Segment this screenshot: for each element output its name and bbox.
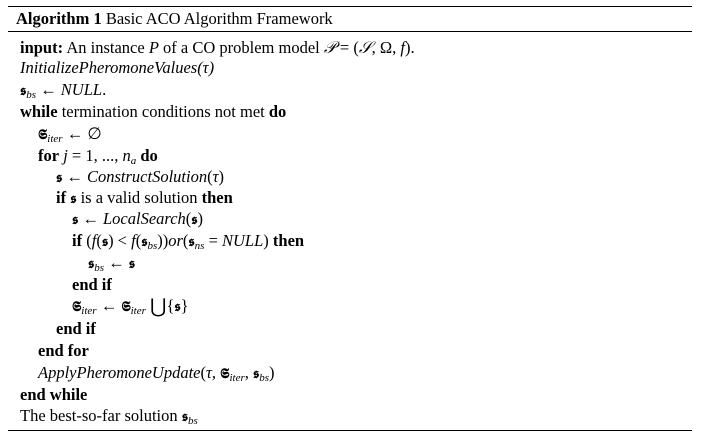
algorithm-line-end-if-inner: end if	[72, 275, 112, 294]
keyword: if	[72, 231, 83, 250]
algorithm-line-input: input: An instance P of a CO problem model 𝒫 = (𝒮, Ω, f).	[20, 38, 415, 57]
algorithm-number: Algorithm 1	[16, 9, 102, 28]
algorithm-title: Basic ACO Algorithm Framework	[105, 9, 333, 28]
algorithm-line-end-while: end while	[20, 385, 88, 404]
bottom-rule	[8, 430, 692, 431]
keyword: then	[201, 188, 233, 207]
keyword: input:	[20, 38, 64, 57]
algorithm-line-if-valid: if 𝖘 is a valid solution then	[56, 188, 233, 207]
keyword: then	[272, 231, 305, 250]
algorithm-line-construct: 𝖘 ← ConstructSolution(τ)	[56, 167, 224, 186]
algorithm-line-add-to-iter: 𝕾$_{iter}$ ← 𝕾$_{iter}$ ⋃{𝖘}	[72, 296, 189, 318]
algorithm-line-local-search: 𝖘 ← LocalSearch(𝖘)	[72, 209, 204, 228]
keyword: for	[38, 146, 60, 165]
algorithm-header	[16, 9, 333, 29]
keyword: while	[20, 102, 58, 121]
algorithm-line-for: for j = 1, ..., $n_a$ do	[38, 146, 158, 167]
algorithm-line-end-if-outer: end if	[56, 319, 96, 338]
algorithm-line-if-better: if (f(𝖘) < f(𝖘$_{bs}$))or(𝖘$_{ns}$ = NULL) then	[72, 231, 305, 252]
algorithm-line-update-best: 𝖘$_{bs}$ ← 𝖘	[88, 253, 136, 274]
algorithm-line-output: The best-so-far solution 𝖘$_{bs}$	[20, 406, 198, 427]
algorithm-line-init-iter: 𝕾$_{iter}$ ← ∅	[38, 124, 102, 145]
header-rule	[8, 31, 692, 32]
top-rule	[8, 6, 692, 7]
algorithm-line-initialize: InitializePheromoneValues(τ)	[20, 58, 215, 77]
algorithm-line-while: while termination conditions not met do	[20, 102, 287, 121]
algorithm-line-end-for: end for	[38, 341, 89, 360]
algorithm-line-pheromone-update: ApplyPheromoneUpdate(τ, 𝕾$_{iter}$, 𝖘$_{bs}$)	[38, 363, 275, 384]
keyword: if	[56, 188, 67, 207]
keyword: do	[268, 102, 287, 121]
keyword: do	[140, 146, 158, 165]
algorithm-line-init-best: 𝖘$_{bs}$ ← NULL.	[20, 80, 107, 101]
